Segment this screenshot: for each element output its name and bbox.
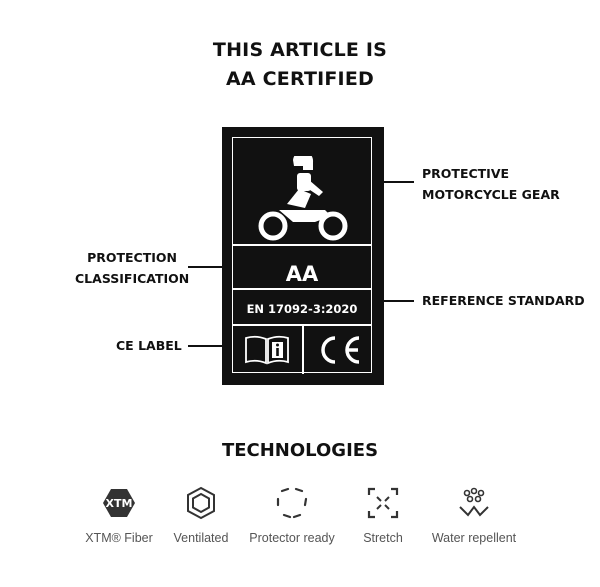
title-line-2: AA CERTIFIED bbox=[226, 68, 374, 90]
label-divider bbox=[233, 288, 371, 290]
callout-reference-standard: REFERENCE STANDARD bbox=[422, 293, 585, 308]
tech-label: XTM® Fiber bbox=[85, 531, 153, 545]
label-divider bbox=[233, 244, 371, 246]
motorcycle-rider-icon bbox=[253, 156, 353, 242]
xtm-fiber-icon bbox=[101, 485, 137, 521]
tech-label: Stretch bbox=[363, 531, 403, 545]
water-repellent-icon bbox=[456, 485, 492, 521]
callout-classification-line-2: CLASSIFICATION bbox=[75, 271, 190, 286]
callout-protection-classification bbox=[75, 247, 190, 289]
callout-protective-gear bbox=[422, 163, 560, 205]
tech-label: Water repellent bbox=[431, 531, 517, 545]
callout-classification-line-1: PROTECTION bbox=[87, 250, 177, 265]
connector-line bbox=[188, 345, 222, 347]
info-book-icon bbox=[243, 335, 291, 365]
ce-mark-icon bbox=[313, 334, 367, 366]
callout-ce-label: CE LABEL bbox=[116, 338, 182, 353]
certification-title bbox=[0, 36, 600, 94]
reference-standard-code: EN 17092-3:2020 bbox=[246, 302, 358, 316]
svg-text:XTM: XTM bbox=[105, 497, 133, 510]
tech-item-water-repellent bbox=[419, 485, 529, 545]
protection-class-code: AA bbox=[285, 262, 319, 286]
technologies-list bbox=[0, 485, 600, 555]
ventilated-icon bbox=[183, 485, 219, 521]
callout-protective-line-2: MOTORCYCLE GEAR bbox=[422, 187, 560, 202]
label-divider-vertical bbox=[302, 324, 304, 374]
stretch-icon bbox=[365, 485, 401, 521]
connector-line bbox=[384, 181, 414, 183]
tech-label: Protector ready bbox=[249, 531, 335, 545]
title-line-1: THIS ARTICLE IS bbox=[212, 39, 388, 61]
connector-line bbox=[188, 266, 222, 268]
callout-protective-line-1: PROTECTIVE bbox=[422, 166, 510, 181]
technologies-title: TECHNOLOGIES bbox=[221, 440, 379, 461]
ce-certification-label bbox=[222, 127, 384, 385]
connector-line bbox=[384, 300, 414, 302]
protector-ready-icon bbox=[274, 485, 310, 521]
tech-label: Ventilated bbox=[173, 531, 229, 545]
label-frame bbox=[232, 137, 372, 373]
